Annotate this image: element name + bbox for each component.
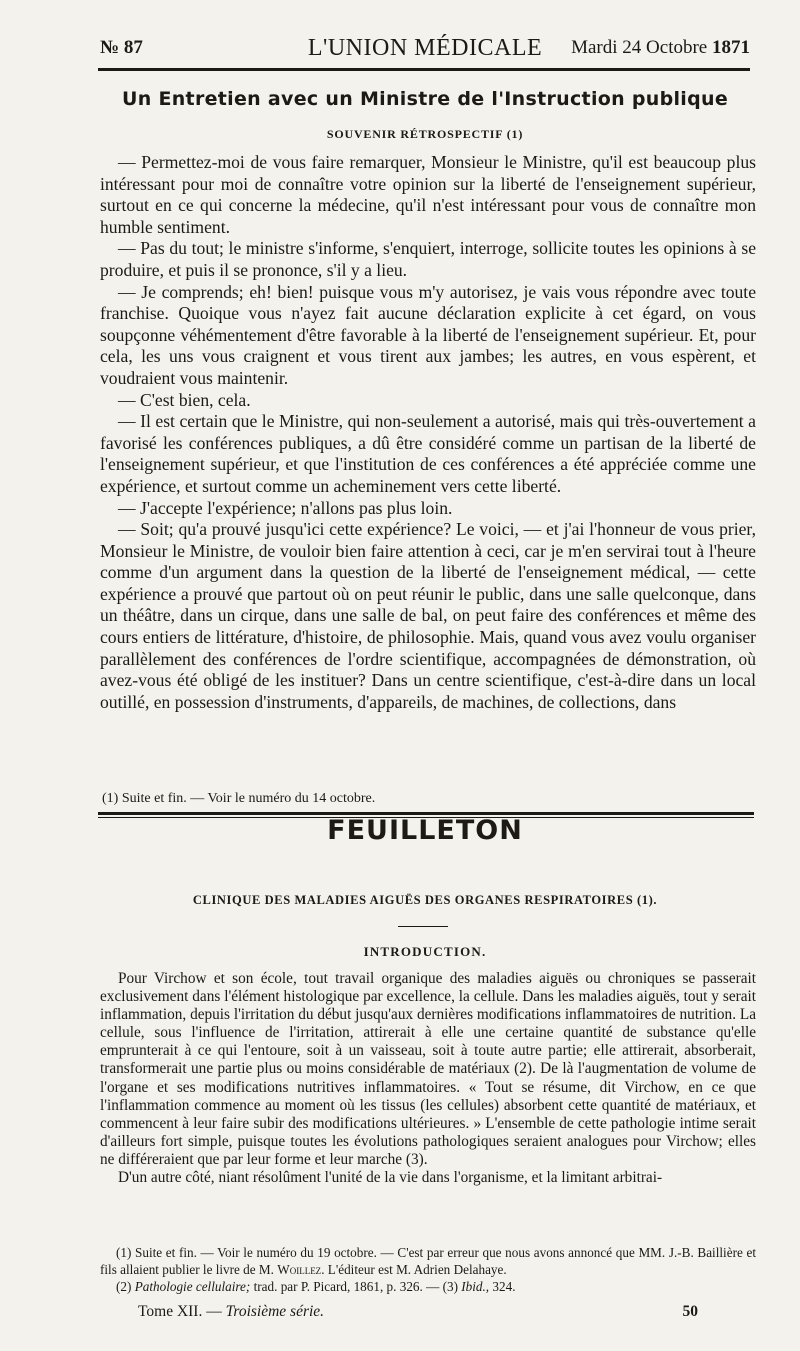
article-body bbox=[100, 152, 756, 713]
issue-date bbox=[571, 30, 750, 66]
header-rule bbox=[98, 68, 750, 71]
feuilleton-subtitle: CLINIQUE DES MALADIES AIGUËS DES ORGANES RESPIRATOIRES (1). bbox=[192, 893, 658, 907]
footnote-text: 324. bbox=[489, 1279, 516, 1294]
journal-title: L'UNION MÉDICALE bbox=[307, 35, 543, 61]
issue-number: № 87 bbox=[100, 37, 143, 58]
page-footer bbox=[138, 1303, 698, 1321]
tome-text: Tome XII. — bbox=[138, 1303, 226, 1320]
feuilleton-heading: FEUILLETON bbox=[327, 815, 523, 846]
feuilleton-footnote-1 bbox=[100, 1244, 756, 1278]
article-paragraph: — Il est certain que le Ministre, qui non-seulement a autorisé, mais qui très-ouvertement a favorisé les conférences publiques, a dû être considéré comme un partisan de la liberté de l'enseignement supérieur, et que l'institution de ces conférences a été appréciée comme une expérience, et surtout comme un acheminement vers cette liberté. bbox=[100, 411, 756, 496]
article-paragraph: — Soit; qu'a prouvé jusqu'ici cette expérience? Le voici, — et j'ai l'honneur de vous prier, Monsieur le Ministre, de vouloir bien faire attention à ceci, car je m'en servirai tout à l'heure comme d'un argument dans la question de la liberté de l'enseignement médical, — cette expérience a prouvé que partout où on peut réunir le public, dans une salle quelconque, dans un théâtre, dans un cirque, dans une salle de bal, on peut faire des conférences et même des cours entiers de littérature, d'histoire, de philosophie. Mais, quand vous avez voulu organiser parallèlement des conférences de l'ordre scientifique, accompagnées de démonstration, où avez-vous été obligé de les instituer? Dans un centre scientifique, c'est-à-dire dans un local outillé, en possession d'instruments, d'appareils, de machines, de collections, dans bbox=[100, 519, 756, 712]
footnote-text: . L'éditeur est M. Adrien Delahaye. bbox=[321, 1262, 507, 1277]
volume-label bbox=[138, 1303, 324, 1320]
footnote-text: (1) Suite et fin. — Voir le numéro du 19 octobre. — C'est par erreur que nous avons annoncé que MM. J.-B. Baillière et fils allaient publier le livre de M. bbox=[100, 1245, 756, 1277]
ibid: Ibid., bbox=[461, 1279, 490, 1294]
serie-text: Troisième série. bbox=[225, 1303, 325, 1320]
article-footnote: (1) Suite et fin. — Voir le numéro du 14 octobre. bbox=[102, 791, 376, 806]
author-name: Woillez bbox=[277, 1262, 322, 1277]
article-subtitle: SOUVENIR RÉTROSPECTIF (1) bbox=[326, 127, 524, 141]
feuilleton-body bbox=[100, 970, 756, 1187]
footnote-text: (2) bbox=[116, 1279, 135, 1294]
article-paragraph: — Je comprends; eh! bien! puisque vous m'y autorisez, je vais vous répondre avec toute franchise. Quoique vous n'ayez fait aucune déclaration explicite à cet égard, on vous soupçonne véhémentement d'être favorable à la liberté de l'enseignement supérieur. Et, pour cela, les uns vous craignent et vous tirent aux jambes; les autres, en vous espèrent, et voudraient vous maintenir. bbox=[100, 281, 756, 388]
page-header bbox=[100, 30, 750, 66]
short-divider bbox=[398, 926, 448, 927]
date-text: Mardi 24 Octobre bbox=[571, 37, 708, 58]
date-year: 1871 bbox=[712, 37, 750, 58]
article-title: Un Entretien avec un Ministre de l'Instruction publique bbox=[121, 88, 729, 110]
article-paragraph: — Permettez-moi de vous faire remarquer, Monsieur le Ministre, qu'il est beaucoup plus intéressant pour moi de connaître votre opinion sur la liberté de l'enseignement supérieur, surtout en ce qui concerne la médecine, qu'il n'est intéressant pour vous de connaître mon humble sentiment. bbox=[100, 152, 756, 237]
feuilleton-paragraph: D'un autre côté, niant résolûment l'unité de la vie dans l'organisme, et la limitant arbitrai- bbox=[118, 1169, 663, 1187]
article-paragraph: — C'est bien, cela. bbox=[118, 389, 251, 410]
feuilleton-footnote-2 bbox=[100, 1278, 756, 1295]
article-paragraph: — J'accepte l'expérience; n'allons pas plus loin. bbox=[118, 497, 453, 518]
book-title: Pathologie cellulaire; bbox=[134, 1279, 251, 1294]
feuilleton-section-heading: INTRODUCTION. bbox=[363, 944, 487, 959]
page-number: 50 bbox=[682, 1303, 698, 1320]
footnote-text: trad. par P. Picard, 1861, p. 326. — (3) bbox=[250, 1279, 462, 1294]
feuilleton-paragraph: Pour Virchow et son école, tout travail organique des maladies aiguës ou chroniques se passerait exclusivement dans l'élément histologique par excellence, la cellule. Dans les maladies aiguës, tout y serait inflammation, depuis l'irritation du début jusqu'aux dernières modifications inflammatoires de nutrition. La cellule, sous l'influence de l'irritation, attirerait à elle une certaine quantité de substance qu'elle emprunterait à ce qui l'entoure, soit à un vaisseau, soit à toute autre partie; elle attirerait, absorberait, transformerait une partie plus ou moins considérable de matériaux (2). De là l'augmentation de volume de l'organe et ses modifications nutritives inflammatoires. « Tout se résume, dit Virchow, en ce que l'inflammation commence au moment où les tissus (les cellules) absorbent cette quantité de matériaux, et commencent à leur faire subir des modifications ultérieures. » L'ensemble de cette pathologie intime serait d'ailleurs fort simple, puisque toutes les évolutions pathologiques seraient analogues pour Virchow; elles ne différeraient que par leur forme et leur marche (3). bbox=[100, 970, 756, 1168]
feuilleton-footnotes bbox=[100, 1244, 756, 1295]
article-paragraph: — Pas du tout; le ministre s'informe, s'enquiert, interroge, sollicite toutes les opinions à se produire, et puis il se prononce, s'il y a lieu. bbox=[100, 238, 756, 280]
